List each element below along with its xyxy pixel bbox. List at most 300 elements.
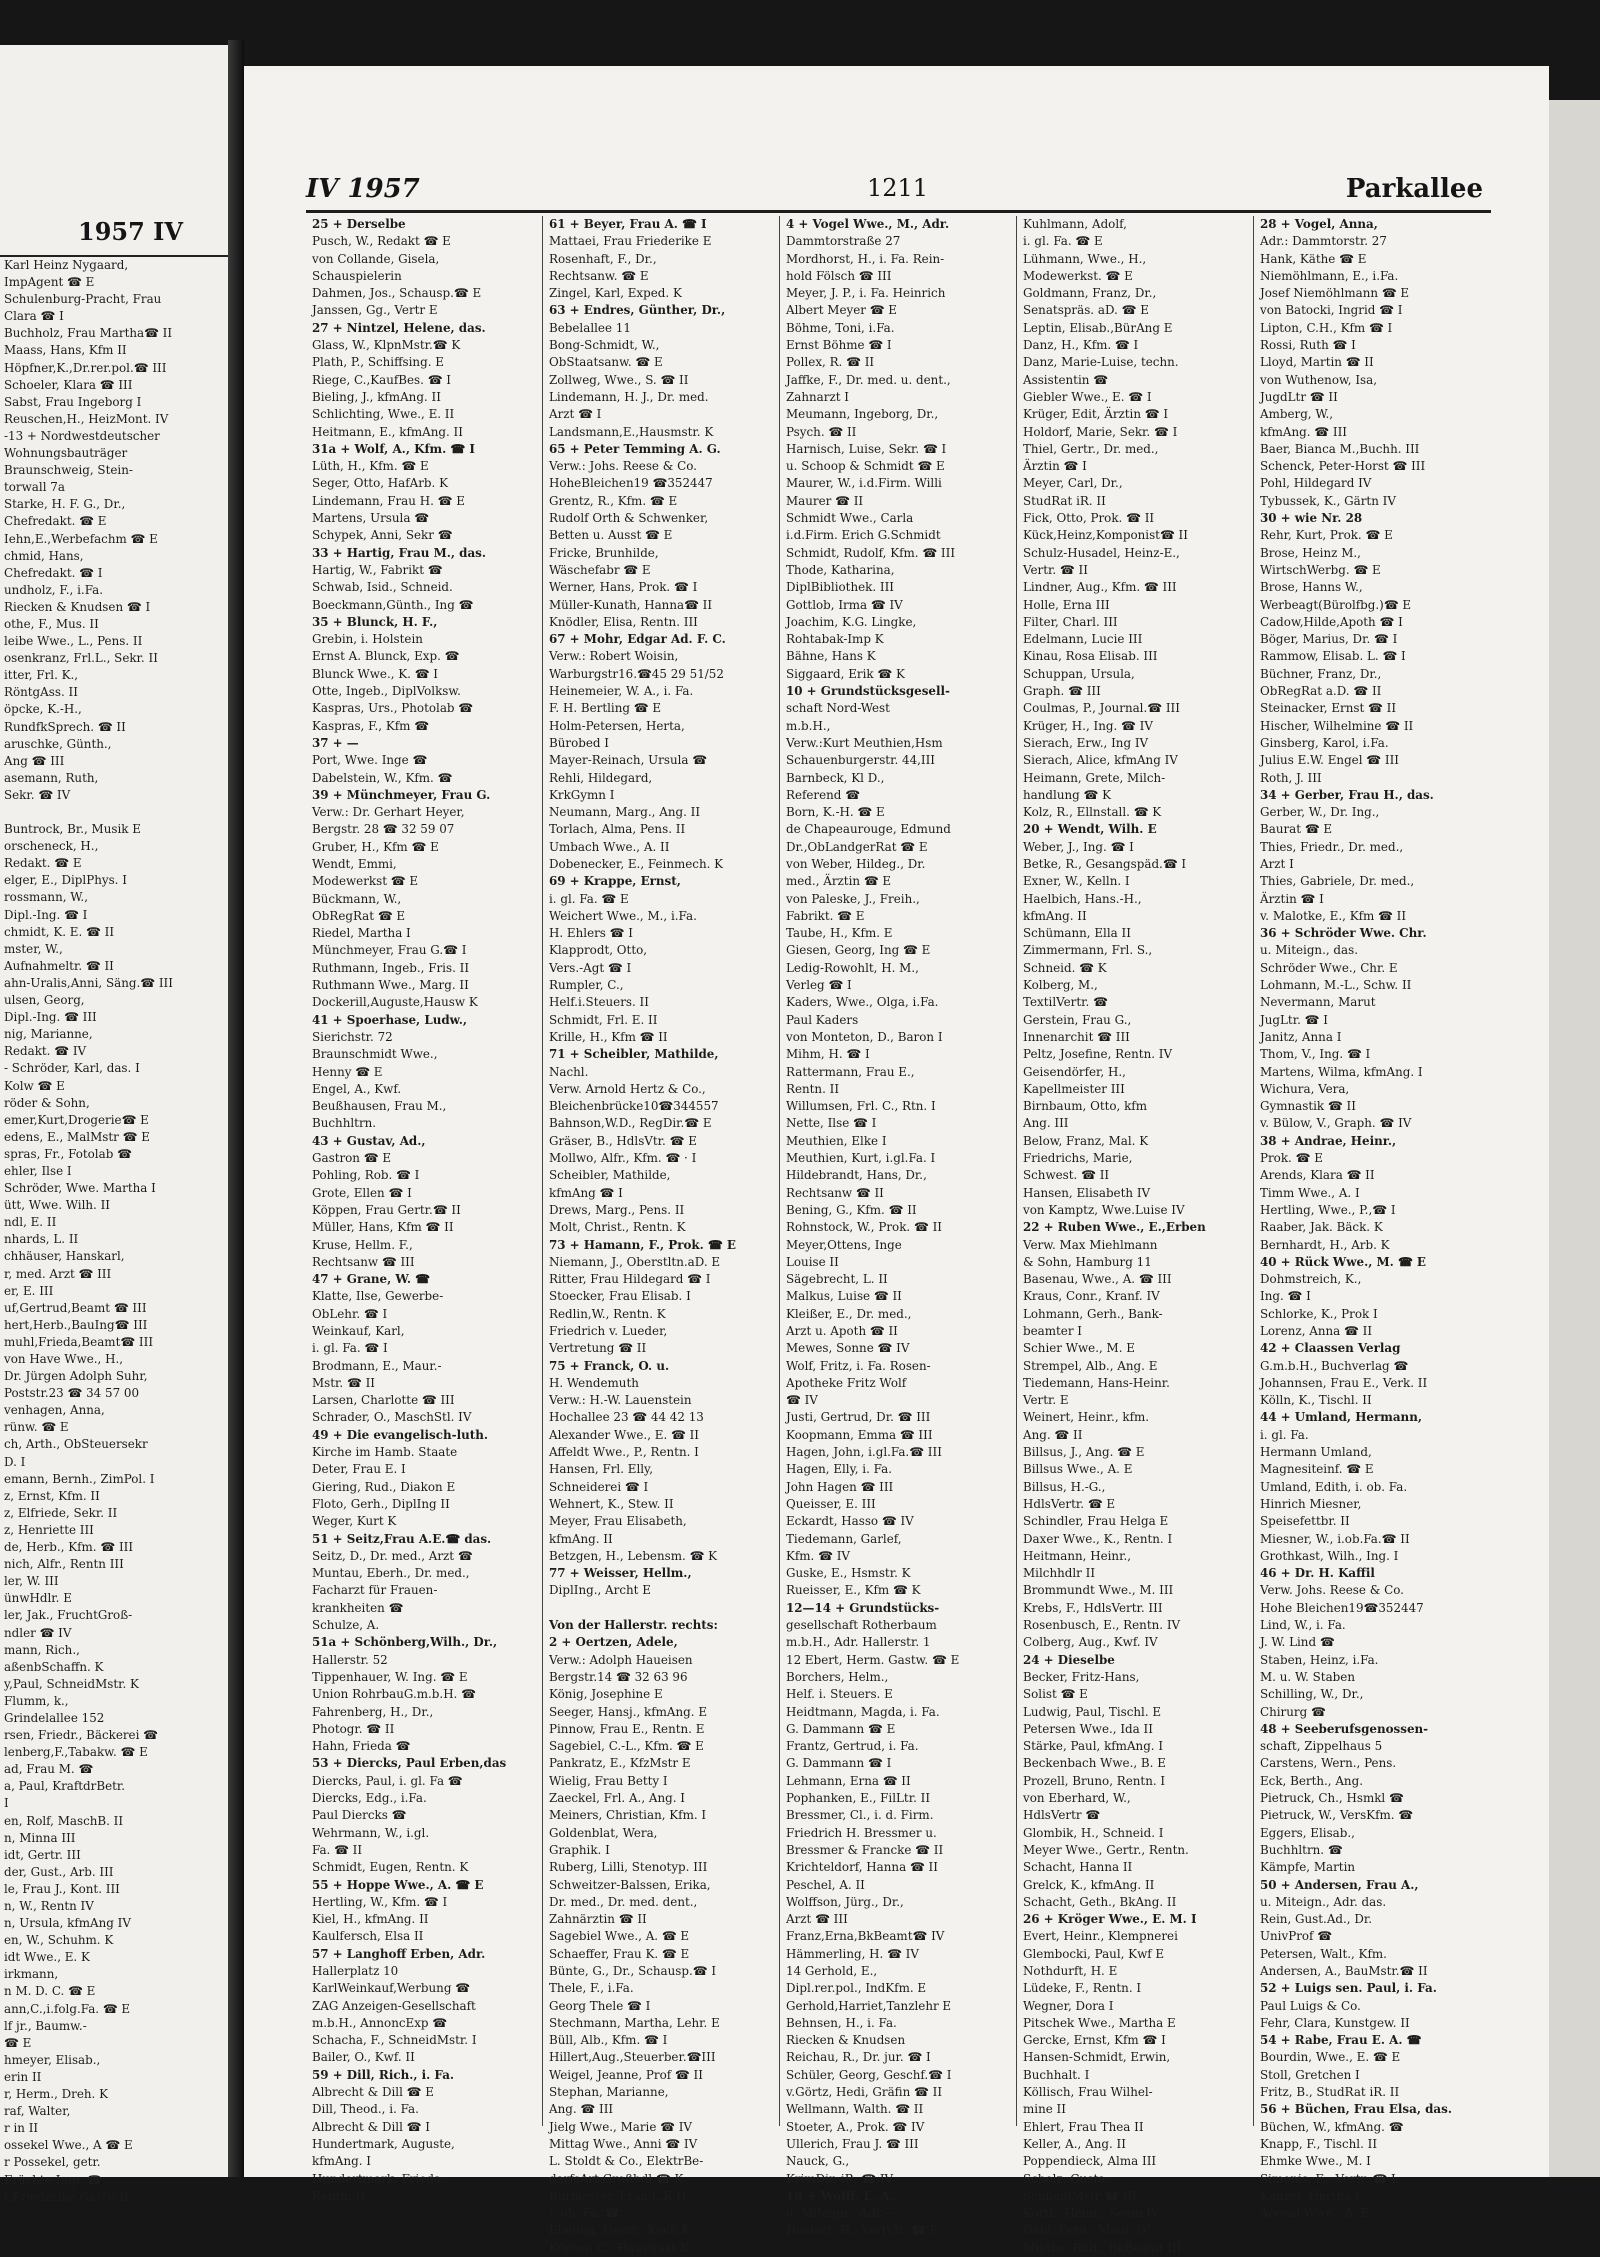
- left-directory-entry: r in II: [4, 2121, 39, 2136]
- directory-entry: Schulz-Husadel, Heinz-E.,: [1023, 545, 1180, 560]
- left-directory-entry: Kolw ☎ E: [4, 1078, 65, 1093]
- directory-entry: WirtschWerbg. ☎ E: [1260, 562, 1381, 577]
- directory-entry: Arzt ☎ III: [786, 1912, 848, 1927]
- directory-entry: Lindner, Aug., Kfm. ☎ III: [1023, 580, 1177, 595]
- left-directory-entry: Schulenburg-Pracht, Frau: [4, 292, 162, 307]
- directory-entry: Kaders, Wwe., Olga, i.Fa.: [786, 995, 939, 1010]
- directory-entry: Prozell, Bruno, Rentn. I: [1023, 1773, 1166, 1788]
- directory-entry: Paul Diercks ☎: [312, 1808, 407, 1823]
- directory-entry: Amberg, W.,: [1260, 407, 1334, 422]
- left-directory-entry: en, W., Schuhm. K: [4, 1933, 114, 1948]
- directory-entry: 44 + Umland, Hermann,: [1260, 1410, 1422, 1425]
- directory-entry: Steinacker, Ernst ☎ II: [1260, 701, 1397, 716]
- left-directory-entry: leibe Wwe., L., Pens. II: [4, 634, 143, 649]
- left-directory-entry: Clara ☎ I: [4, 309, 64, 324]
- directory-entry: Scheibler, Mathilde,: [549, 1168, 671, 1183]
- directory-entry: Ing. ☎ I: [1260, 1289, 1311, 1304]
- directory-entry: Frantz, Gertrud, i. Fa.: [786, 1739, 919, 1754]
- directory-entry: gesellschaft Rotherbaum: [786, 1618, 937, 1633]
- left-directory-entry: r, med. Arzt ☎ III: [4, 1266, 112, 1281]
- directory-entry: Mewes, Sonne ☎ IV: [786, 1341, 910, 1356]
- directory-entry: Vertr. ☎ II: [1023, 562, 1088, 577]
- directory-entry: Arzt u. Apoth ☎ II: [786, 1324, 898, 1338]
- directory-entry: Verw.: Adolph Haueisen: [549, 1652, 693, 1667]
- directory-entry: Johannsen, Frau E., Verk. II: [1260, 1375, 1428, 1390]
- left-directory-entry: ahn-Uralis,Anni, Säng.☎ III: [4, 975, 173, 990]
- directory-entry: schaft, Zippelhaus 5: [1260, 1739, 1383, 1754]
- directory-entry: Dahmen, Jos., Schausp.☎ E: [312, 286, 482, 301]
- left-directory-entry: y,Paul, SchneidMstr. K: [4, 1676, 139, 1691]
- directory-entry: Beußhausen, Frau M.,: [312, 1099, 447, 1114]
- left-directory-entry: r Possekel, getr.: [4, 2155, 101, 2170]
- left-directory-entry: Sekr. ☎ IV: [4, 787, 71, 802]
- left-directory-entry: Karl Heinz Nygaard,: [4, 258, 129, 272]
- directory-entry: Modewerkst ☎ E: [312, 874, 419, 889]
- directory-entry: Dill, Theod., i. Fa.: [312, 2102, 419, 2117]
- directory-entry: Bürobed I: [549, 735, 609, 750]
- left-directory-entry: Reuschen,H., HeizMont. IV: [4, 411, 169, 426]
- directory-entry: Sierichstr. 72: [312, 1029, 393, 1044]
- left-directory-entry: ulsen, Georg,: [4, 993, 85, 1008]
- directory-entry: 73 + Hamann, F., Prok. ☎ E: [549, 1237, 736, 1252]
- directory-entry: Goldenblat, Wera,: [549, 1825, 658, 1840]
- directory-entry: Heinemeier, W. A., i. Fa.: [549, 684, 694, 699]
- directory-entry: Ritter, Frau Hildegard ☎ I: [549, 1272, 711, 1287]
- directory-entry: 53 + Diercks, Paul Erben,das: [312, 1756, 507, 1771]
- directory-entry: Coulmas, P., Journal.☎ III: [1023, 701, 1180, 716]
- directory-entry: Nevermann, Marut: [1260, 995, 1376, 1010]
- left-directory-entry: ndler ☎ IV: [4, 1625, 72, 1640]
- directory-entry: Photogr. ☎ II: [312, 1721, 395, 1736]
- left-directory-entry: aßenbSchaffn. K: [4, 1659, 104, 1674]
- directory-entry: Gastron ☎ E: [312, 1151, 392, 1166]
- directory-entry: Lüth, H., Kfm. ☎ E: [312, 459, 429, 474]
- directory-entry: 26 + Kröger Wwe., E. M. I: [1023, 1912, 1197, 1927]
- directory-entry: Plath, P., Schiffsing. E: [312, 355, 444, 370]
- left-directory-entry: raf, Walter,: [4, 2104, 71, 2119]
- directory-entry: 56 + Büchen, Frau Elsa, das.: [1260, 2102, 1452, 2117]
- directory-entry: u. Miteign., Adr. das.: [1260, 1894, 1387, 1909]
- directory-entry: Petersen, Walt., Kfm.: [1260, 1946, 1387, 1961]
- left-directory-entry: Dipl.-Ing. ☎ I: [4, 907, 88, 922]
- directory-entry: Thode, Katharina,: [786, 562, 895, 577]
- directory-entry: Grelck, K., kfmAng. II: [1023, 1877, 1155, 1892]
- directory-entry: i. gl. Fa. ☎ I: [312, 1341, 388, 1356]
- directory-entry: G. Dammann ☎ I: [786, 1756, 892, 1771]
- directory-entry: Gercke, Ernst, Kfm ☎ I: [1023, 2033, 1166, 2048]
- left-directory-entry: RundfkSprech. ☎ II: [4, 719, 126, 734]
- directory-entry: Weigel, Jeanne, Prof ☎ II: [549, 2067, 703, 2082]
- directory-entry: mine II: [1023, 2102, 1066, 2117]
- directory-entry: Müller, Hans, Kfm ☎ II: [312, 1220, 454, 1235]
- left-directory-entry: en, Rolf, MaschB. II: [4, 1813, 124, 1828]
- directory-entry: Pinnow, Frau E., Rentn. E: [549, 1721, 705, 1736]
- directory-entry: Grentz, R., Kfm. ☎ E: [549, 493, 678, 508]
- directory-entry: Seeger, Hansj., kfmAng. E: [549, 1704, 708, 1719]
- left-directory-entry: de, Herb., Kfm. ☎ III: [4, 1540, 134, 1555]
- directory-entry: Hertling, Wwe., P.,☎ I: [1260, 1202, 1396, 1217]
- directory-entry: Scholz, Gusta,: [1023, 2171, 1110, 2186]
- directory-entry: Rueisser, E., Kfm ☎ K: [786, 1583, 921, 1598]
- directory-entry: m.b.H., AnnoncExp ☎: [312, 2015, 448, 2030]
- directory-entry: Poppendieck, Alma III: [1023, 2154, 1157, 2169]
- directory-entry: Gerber, W., Dr. Ing.,: [1260, 805, 1380, 820]
- directory-entry: Arzt I: [1260, 856, 1294, 871]
- directory-entry: Meyer, Frau Elisabeth,: [549, 1514, 687, 1529]
- directory-entry: Schwest. ☎ II: [1023, 1168, 1110, 1183]
- directory-entry: Schindler, Frau Helga E: [1023, 1514, 1169, 1529]
- directory-entry: JugdLtr ☎ II: [1260, 389, 1338, 404]
- directory-entry: Thies, Gabriele, Dr. med.,: [1260, 874, 1415, 889]
- directory-entry: v. Malotke, E., Kfm ☎ II: [1260, 908, 1407, 923]
- directory-entry: Büchner, Franz, Dr.,: [1260, 666, 1382, 681]
- directory-entry: Eckardt, Hasso ☎ IV: [786, 1514, 914, 1529]
- directory-entry: Daxer Wwe., K., Rentn. I: [1023, 1531, 1173, 1546]
- directory-entry: L. Stoldt & Co., ElektrBe-: [549, 2154, 704, 2169]
- directory-entry: Schweitzer-Balssen, Erika,: [549, 1877, 711, 1892]
- directory-entry: Glembocki, Paul, Kwf E: [1023, 1946, 1165, 1961]
- directory-entry: Verw.:Kurt Meuthien,Hsm: [786, 735, 943, 750]
- directory-entry: Verw. Max Miehlmann: [1023, 1237, 1158, 1252]
- directory-entry: Rechtsanw ☎ III: [312, 1254, 415, 1269]
- directory-entry: Lohmann, Gerh., Bank-: [1023, 1306, 1163, 1321]
- directory-entry: Boeckmann,Günth., Ing ☎: [312, 597, 474, 612]
- directory-entry: Zaeckel, Frl. A., Ang. I: [549, 1791, 685, 1806]
- left-directory-entry: Chefredakt. ☎ I: [4, 565, 103, 580]
- directory-entry: Mattaei, Frau Friederike E: [549, 234, 712, 249]
- directory-entry: Colberg, Aug., Kwf. IV: [1023, 1635, 1158, 1650]
- directory-entry: Hagen, John, i.gl.Fa.☎ III: [786, 1445, 942, 1460]
- left-directory-entry: Iehn,E.,Werbefachm ☎ E: [4, 531, 158, 546]
- directory-entry: Pohling, Rob. ☎ I: [312, 1168, 420, 1183]
- directory-entry: 33 + Hartig, Frau M., das.: [312, 545, 487, 560]
- directory-entry: Magnesiteinf. ☎ E: [1260, 1462, 1374, 1477]
- directory-entry: Lehmann, Erna ☎ II: [786, 1773, 911, 1788]
- directory-entry: Schypek, Anni, Sekr ☎: [312, 528, 453, 543]
- directory-entry: Affeldt Wwe., P., Rentn. I: [549, 1445, 699, 1460]
- directory-entry: Hertling, W., Kfm. ☎ I: [312, 1894, 448, 1909]
- left-directory-entry: nich, Alfr., Rentn III: [4, 1557, 124, 1572]
- directory-entry: Heimann, Grete, Milch-: [1023, 770, 1166, 785]
- directory-entry: Büchen, W., kfmAng. ☎: [1260, 2119, 1404, 2134]
- directory-entry: Graph. ☎ III: [1023, 684, 1101, 699]
- directory-entry: Willumsen, Frl. C., Rtn. I: [786, 1099, 936, 1114]
- column-2: [543, 216, 780, 2255]
- left-directory-entry: orscheneck, H.,: [4, 839, 99, 854]
- directory-entry: Lipton, C.H., Kfm ☎ I: [1260, 320, 1393, 335]
- page-edge: [1549, 100, 1600, 2177]
- directory-entry: Muntau, Eberh., Dr. med.,: [312, 1566, 470, 1581]
- directory-entry: m.b.H., Adr. Hallerstr. 1: [786, 1635, 931, 1650]
- left-directory-entry: [0, 804, 228, 821]
- directory-entry: [543, 1600, 779, 1617]
- directory-entry: Ruthmann, Ingeb., Fris. II: [312, 960, 470, 975]
- directory-entry: Neumann, Marg., Ang. II: [549, 805, 701, 820]
- directory-entry: Grothkast, Wilh., Ing. I: [1260, 1548, 1399, 1563]
- directory-entry: Bong-Schmidt, W.,: [549, 338, 660, 353]
- directory-entry: Born, K.-H. ☎ E: [786, 805, 885, 820]
- directory-entry: Rentn. II: [786, 1081, 840, 1096]
- directory-entry: Kaulfersch, Elsa II: [312, 1929, 424, 1944]
- directory-entry: Rechtsanw. ☎ E: [549, 268, 649, 283]
- left-directory-entry: ler, Jak., FruchtGroß-: [4, 1608, 133, 1623]
- directory-entry: u. Miteign., das.: [1260, 943, 1359, 958]
- directory-entry: Rehli, Hildegard,: [549, 770, 653, 785]
- directory-entry: Wellmann, Walth. ☎ II: [786, 2102, 924, 2117]
- directory-entry: Louise II: [786, 1254, 839, 1269]
- left-directory-entry: elger, E., DiplPhys. I: [4, 873, 127, 888]
- directory-entry: Albrecht & Dill ☎ I: [312, 2119, 430, 2134]
- directory-entry: König, Josephine E: [549, 1687, 663, 1702]
- directory-entry: Schwab, Isid., Schneid.: [312, 580, 453, 595]
- directory-entry: Prok. ☎ E: [1260, 1151, 1323, 1166]
- left-directory-entry: - Schröder, Karl, das. I: [4, 1061, 140, 1076]
- directory-entry: Gottlob, Irma ☎ IV: [786, 597, 903, 612]
- directory-entry: Grebin, i. Holstein: [312, 632, 423, 647]
- left-directory-entry: edens, E., MalMstr ☎ E: [4, 1129, 150, 1144]
- left-directory-entry: ossekel Wwe., A ☎ E: [4, 2138, 133, 2153]
- directory-entry: 71 + Scheibler, Mathilde,: [549, 1047, 719, 1062]
- directory-entry: Nothdurft, H. E: [1023, 1963, 1118, 1978]
- directory-entry: 28 + Vogel, Anna,: [1260, 217, 1378, 231]
- directory-entry: Graphik. I: [549, 1842, 610, 1857]
- directory-entry: Rohnstock, W., Prok. ☎ II: [786, 1220, 942, 1235]
- directory-entry: Meyer,Ottens, Inge: [786, 1237, 902, 1252]
- directory-entry: 38 + Andrae, Heinr.,: [1260, 1133, 1397, 1148]
- directory-entry: Wielig, Frau Betty I: [549, 1773, 668, 1788]
- directory-entry: Hallerplatz 10: [312, 1963, 399, 1978]
- directory-entry: Bahnson,W.D., RegDir.☎ E: [549, 1116, 712, 1131]
- directory-entry: Buchhltrn. ☎: [1260, 1842, 1343, 1857]
- directory-entry: Hansen, Elisabeth IV: [1023, 1185, 1151, 1200]
- directory-entry: Ledig-Rowohlt, H. M.,: [786, 960, 919, 975]
- directory-entry: Stoll, Gretchen I: [1260, 2067, 1360, 2082]
- directory-entry: Lindemann, Frau H. ☎ E: [312, 493, 465, 508]
- directory-entry: Hinrich Miesner,: [1260, 1496, 1362, 1511]
- directory-entry: Larsen, Charlotte ☎ III: [312, 1393, 455, 1408]
- directory-entry: Schmidt, Rudolf, Kfm. ☎ III: [786, 545, 956, 560]
- directory-entry: v. Bülow, V., Graph. ☎ IV: [1260, 1116, 1412, 1131]
- directory-entry: Bieling, J., kfmAng. II: [312, 389, 441, 404]
- directory-entry: Stoeter, A., Prok. ☎ IV: [786, 2119, 925, 2134]
- directory-entry: Petersen Wwe., Ida II: [1023, 1721, 1153, 1736]
- directory-entry: Kapellmeister III: [1023, 1081, 1125, 1096]
- directory-entry: M. u. W. Staben: [1260, 1669, 1355, 1684]
- directory-entry: 37 + —: [312, 735, 359, 750]
- left-directory-entry: mann, Rich.,: [4, 1642, 80, 1657]
- directory-entry: HdlsVertr ☎: [1023, 1808, 1101, 1823]
- directory-entry: Hischer, Wilhelmine ☎ II: [1260, 718, 1414, 733]
- directory-entry: schaft Nord-West: [786, 701, 890, 716]
- directory-entry: Mordhorst, H., i. Fa. Rein-: [786, 251, 945, 266]
- directory-entry: Keller, A., Ang. II: [1023, 2136, 1126, 2151]
- directory-entry: darfsArt.Großhdl ☎ K: [549, 2171, 684, 2186]
- directory-entry: von Weber, Hildeg., Dr.: [786, 856, 926, 871]
- directory-entry: Hundertmark, Frieda,: [312, 2171, 445, 2186]
- directory-entry: Schilling, W., Dr.,: [1260, 1687, 1364, 1702]
- directory-entry: krankheiten ☎: [312, 1600, 404, 1615]
- directory-entry: Speisefettbr. II: [1260, 1514, 1350, 1529]
- directory-entry: Apotheke Fritz Wolf: [786, 1375, 907, 1390]
- directory-entry: Rehr, Kurt, Prok. ☎ E: [1260, 528, 1393, 543]
- directory-entry: Knapp, F., Tischl. II: [1260, 2136, 1378, 2151]
- directory-entry: Krüger, H., Ing. ☎ IV: [1023, 718, 1153, 733]
- left-directory-entry: chmidt, K. E. ☎ II: [4, 924, 115, 939]
- directory-entry: Kruse, Hellm. F.,: [312, 1237, 413, 1252]
- directory-entry: 14 Gerhold, E.,: [786, 1963, 878, 1978]
- directory-entry: Heidtmann, Magda, i. Fa.: [786, 1704, 940, 1719]
- directory-entry: Baurat ☎ E: [1260, 822, 1333, 837]
- directory-entry: Bressmer, Cl., i. d. Firm.: [786, 1808, 934, 1823]
- left-directory-entry: ch, Arth., ObSteuersekr: [4, 1437, 148, 1452]
- directory-entry: Birnbaum, Otto, kfm: [1023, 1099, 1147, 1114]
- directory-entry: Brose, Hanns W.,: [1260, 580, 1363, 595]
- directory-entry: Niemöhlmann, E., i.Fa.: [1260, 268, 1399, 283]
- directory-entry: Milchhdlr II: [1023, 1566, 1096, 1581]
- left-directory-entry: lenberg,F.,Tabakw. ☎ E: [4, 1745, 148, 1760]
- directory-entry: Wolf, Fritz, i. Fa. Rosen-: [786, 1358, 931, 1373]
- directory-entry: Bähne, Hans K: [786, 649, 876, 664]
- directory-entry: Körner, C., Hauswart K: [549, 2240, 689, 2255]
- left-directory-entry: er, E. III: [4, 1283, 54, 1298]
- left-directory-entry: n, W., Rentn IV: [4, 1899, 94, 1913]
- directory-entry: Meumann, Ingeborg, Dr.,: [786, 407, 939, 422]
- left-directory-entry: itter, Frl. K.,: [4, 668, 79, 683]
- left-directory-entry: Aufnahmeltr. ☎ II: [4, 958, 114, 973]
- directory-entry: Albert Meyer ☎ E: [786, 303, 897, 318]
- directory-entry: Ang. ☎ III: [549, 2102, 614, 2117]
- left-directory-entry: mster, W.,: [4, 941, 63, 956]
- left-directory-entry: idt Wwe., E. K: [4, 1950, 90, 1965]
- directory-entry: Schlichting, Wwe., E. II: [312, 407, 455, 422]
- directory-entry: Seitz, D., Dr. med., Arzt ☎: [312, 1548, 473, 1563]
- directory-entry: Maurer ☎ II: [786, 493, 864, 508]
- directory-entry: Brodmann, E., Maur.-: [312, 1358, 442, 1373]
- directory-entry: H. Ehlers ☎ I: [549, 926, 633, 941]
- directory-entry: UnivProf ☎: [1260, 1929, 1333, 1944]
- directory-entry: Betten u. Ausst ☎ E: [549, 528, 673, 543]
- directory-entry: Stephan, Marianne,: [549, 2085, 669, 2100]
- directory-entry: med., Ärztin ☎ E: [786, 874, 892, 889]
- left-directory-entry: rünw. ☎ E: [4, 1420, 69, 1435]
- directory-entry: Redlin,W., Rentn. K: [549, 1306, 666, 1321]
- directory-entry: Below, Franz, Mal. K: [1023, 1133, 1149, 1148]
- directory-entry: Rattermann, Frau E.,: [786, 1064, 915, 1079]
- directory-entry: Hundertmark, Auguste,: [312, 2136, 455, 2151]
- directory-entry: Lorenz, Anna ☎ II: [1260, 1324, 1373, 1338]
- directory-entry: 75 + Franck, O. u.: [549, 1358, 670, 1373]
- directory-entry: Kleißer, E., Dr. med.,: [786, 1306, 912, 1321]
- left-page-column: [0, 255, 228, 2206]
- directory-entry: i. gl. Fa.: [1260, 1427, 1309, 1442]
- directory-entry: SchneidMstr ☎ III: [1023, 2188, 1137, 2203]
- directory-entry: 34 + Gerber, Frau H., das.: [1260, 787, 1434, 802]
- directory-entry: Rammow, Elisab. L. ☎ I: [1260, 649, 1406, 664]
- directory-entry: Rein, Gust.Ad., Dr.: [1260, 1912, 1373, 1927]
- directory-entry: Kirche im Hamb. Staate: [312, 1445, 458, 1460]
- directory-entry: Fehr, Clara, Kunstgew. II: [1260, 2015, 1410, 2030]
- directory-entry: Giering, Rud., Diakon E: [312, 1479, 456, 1494]
- directory-entry: Schauspielerin: [312, 268, 402, 283]
- directory-entry: von Collande, Gisela,: [312, 251, 440, 266]
- directory-entry: Friedrichs, Marie,: [1023, 1151, 1133, 1166]
- left-directory-entry: asemann, Ruth,: [4, 770, 99, 785]
- left-directory-entry: r, Herm., Dreh. K: [4, 2087, 108, 2102]
- directory-entry: Korth, Heinr., Seem IV: [1023, 2206, 1160, 2221]
- directory-entry: Meyer, J. P., i. Fa. Heinrich: [786, 286, 946, 301]
- left-page: [0, 45, 228, 2204]
- directory-entry: Klapprodt, Otto,: [549, 943, 648, 958]
- directory-entry: Kfm. ☎ IV: [786, 1548, 850, 1563]
- directory-entry: von Batocki, Ingrid ☎ I: [1260, 303, 1403, 318]
- directory-entry: Bourdin, Wwe., E. ☎ E: [1260, 2050, 1401, 2065]
- directory-entry: Reichau, R., Dr. jur. ☎ I: [786, 2050, 931, 2065]
- directory-entry: Schenck, Peter-Horst ☎ III: [1260, 459, 1426, 474]
- directory-entry: Timm Wwe., A. I: [1260, 1185, 1360, 1200]
- directory-entry: Hagen, Elly, i. Fa.: [786, 1462, 892, 1477]
- directory-entry: 43 + Gustav, Ad.,: [312, 1133, 426, 1148]
- directory-entry: 55 + Hoppe Wwe., A. ☎ E: [312, 1877, 484, 1892]
- directory-entry: Tippenhauer, W. Ing. ☎ E: [312, 1669, 468, 1684]
- directory-entry: Schröder Wwe., Chr. E: [1260, 960, 1398, 975]
- directory-entry: 52 + Luigs sen. Paul, i. Fa.: [1260, 1981, 1437, 1996]
- directory-entry: Bressmer & Francke ☎ II: [786, 1842, 944, 1857]
- left-directory-entry: hmeyer, Elisab.,: [4, 2052, 101, 2067]
- directory-entry: m.b.H.,: [786, 718, 831, 733]
- directory-entry: Siggaard, Erik ☎ K: [786, 666, 905, 681]
- directory-entry: Jielg Wwe., Marie ☎ IV: [549, 2119, 693, 2134]
- directory-entry: Schauenburgerstr. 44,III: [786, 753, 936, 768]
- directory-entry: 41 + Spoerhase, Ludw.,: [312, 1012, 467, 1027]
- left-directory-entry: uf,Gertrud,Beamt ☎ III: [4, 1300, 147, 1315]
- directory-entry: Knödler, Elisa, Rentn. III: [549, 614, 698, 629]
- directory-entry: Ehmke Wwe., M. I: [1260, 2154, 1371, 2169]
- directory-entry: Böger, Marius, Dr. ☎ I: [1260, 632, 1398, 647]
- directory-entry: Georg Thele ☎ I: [549, 1998, 651, 2013]
- directory-entry: Aceval Wwe., A. E: [1260, 2206, 1370, 2221]
- directory-entry: 51 + Seitz,Frau A.E.☎ das.: [312, 1531, 492, 1546]
- directory-entry: 51a + Schönberg,Wilh., Dr.,: [312, 1635, 498, 1650]
- directory-entry: Landsmann,E.,Hausmstr. K: [549, 424, 714, 439]
- directory-entry: von Kamptz, Wwe.Luise IV: [1023, 1202, 1185, 1217]
- directory-entry: Sagebiel Wwe., A. ☎ E: [549, 1929, 690, 1944]
- directory-entry: Nauck, G.,: [786, 2154, 850, 2169]
- directory-entry: Guske, E., Hsmstr. K: [786, 1566, 911, 1581]
- directory-entry: Bening, G., Kfm. ☎ II: [786, 1202, 917, 1217]
- directory-entry: Julius E.W. Engel ☎ III: [1260, 753, 1399, 768]
- left-directory-entry: Flumm, k.,: [4, 1693, 69, 1708]
- left-directory-entry: chmid, Hans,: [4, 548, 84, 563]
- left-directory-entry: ad, Frau M. ☎: [4, 1762, 94, 1777]
- directory-entry: Kolberg, M.,: [1023, 978, 1098, 993]
- directory-entry: Ruberg, Lilli, Stenotyp. III: [549, 1860, 708, 1875]
- directory-entry: Borchers, Helm.,: [786, 1669, 889, 1684]
- directory-entry: Mollwo, Alfr., Kfm. ☎ · I: [549, 1151, 697, 1166]
- directory-entry: 2 + Oertzen, Adele,: [549, 1635, 678, 1650]
- directory-entry: i. gl. Fa. ☎ E: [1023, 234, 1103, 249]
- directory-entry: Bünte, G., Dr., Schausp.☎ I: [549, 1963, 717, 1978]
- left-directory-entry: n, Ursula, kfmAng IV: [4, 1916, 131, 1931]
- directory-entry: de Chapeaurouge, Edmund: [786, 822, 951, 837]
- directory-entry: Floto, Gerh., DiplIng II: [312, 1496, 450, 1511]
- directory-entry: Schneiderei ☎ I: [549, 1479, 649, 1494]
- left-directory-entry: lf jr., Baumw.-: [4, 2018, 87, 2033]
- directory-entry: Sierach, Alice, kfmAng IV: [1023, 753, 1178, 768]
- directory-entry: Roth, J. III: [1260, 770, 1322, 785]
- directory-entry: Tiedemann, Garlef,: [786, 1531, 902, 1546]
- directory-entry: H. Wendemuth: [549, 1375, 639, 1390]
- directory-entry: F. H. Bertling ☎ E: [549, 701, 662, 716]
